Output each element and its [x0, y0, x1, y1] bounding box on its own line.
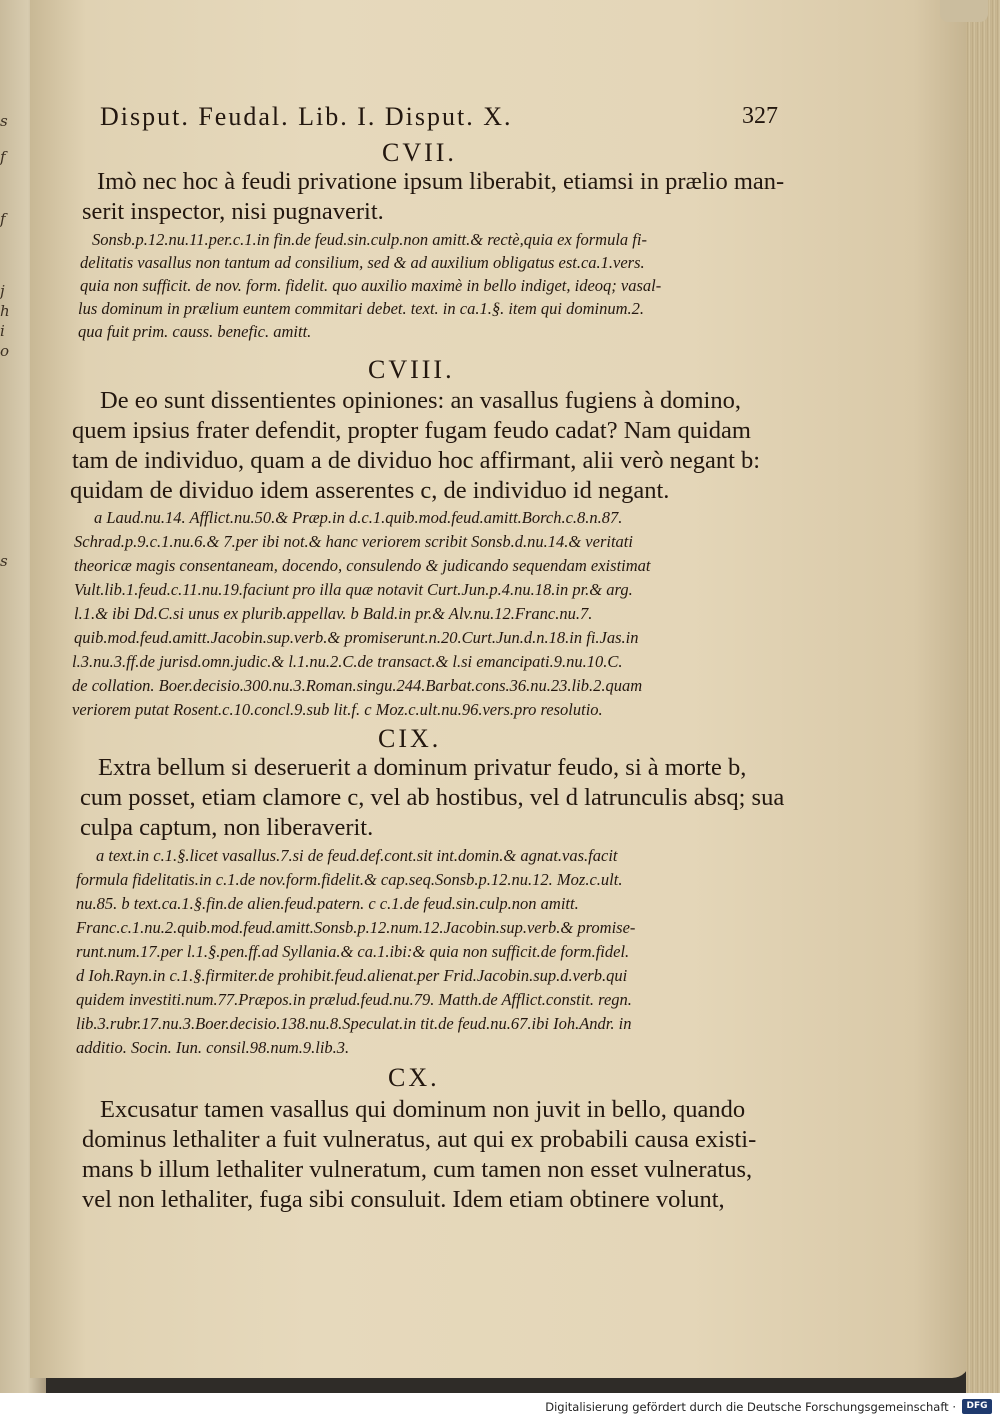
footnote-line: formula fidelitatis.in c.1.de nov.form.fidelit.& cap.seq.Sonsb.p.12.nu.12. Moz.c.ult. [76, 870, 623, 889]
footnote-line: additio. Socin. Iun. consil.98.num.9.lib.3. [76, 1038, 350, 1057]
footnote-line: delitatis vasallus non tantum ad consilium, sed & ad auxilium obligatus est.ca.1.vers. [80, 253, 645, 272]
footnote-line: veriorem putat Rosent.c.10.concl.9.sub lit.f. c Moz.c.ult.nu.96.vers.pro resolutio. [72, 700, 603, 719]
footnote-line: runt.num.17.per l.1.§.pen.ff.ad Syllania.& ca.1.ibi:& quia non sufficit.de form.fidel. [76, 942, 630, 961]
page-number: 327 [742, 103, 778, 129]
footnote-line: theoricæ magis consentaneam, docendo, consulendo & judicando sequendam existimat [74, 556, 651, 575]
body-line: quidam de dividuo idem asserentes c, de individuo id negant. [70, 477, 670, 504]
body-line: dominus lethaliter a fuit vulneratus, aut qui ex probabili causa existi- [82, 1126, 757, 1153]
footnote-line: lus dominum in prælium euntem commitari debet. text. in ca.1.§. item qui dominum.2. [78, 299, 644, 318]
margin-fragment: j [0, 282, 5, 300]
running-title: Disput. Feudal. Lib. I. Disput. X. [100, 102, 513, 131]
body-line: serit inspector, nisi pugnaverit. [82, 198, 384, 225]
footnote-line: l.1.& ibi Dd.C.si unus ex plurib.appellav. b Bald.in pr.& Alv.nu.12.Franc.nu.7. [74, 604, 593, 623]
margin-fragment: o [0, 342, 10, 360]
body-line: vel non lethaliter, fuga sibi consuluit. Idem etiam obtinere volunt, [82, 1186, 725, 1213]
margin-fragment: f [0, 148, 6, 166]
funding-notice: Digitalisierung gefördert durch die Deutsche Forschungsgemeinschaft · [545, 1400, 956, 1414]
margin-fragment: s [0, 552, 8, 570]
footnote-line: quidem investiti.num.77.Præpos.in prælud.feud.nu.79. Matth.de Afflict.constit. regn. [76, 990, 632, 1009]
footnote-line: Schrad.p.9.c.1.nu.6.& 7.per ibi not.& hanc veriorem scribit Sonsb.d.nu.14.& veritati [74, 532, 633, 551]
margin-fragment: s [0, 112, 8, 130]
body-line: Extra bellum si deseruerit a dominum privatur feudo, si à morte b, [98, 754, 747, 781]
body-line: mans b illum lethaliter vulneratum, cum tamen non esset vulneratus, [82, 1156, 753, 1183]
margin-fragment: i [0, 322, 5, 340]
body-line: cum posset, etiam clamore c, vel ab hostibus, vel d latrunculis absq; sua [80, 784, 785, 811]
body-line: Excusatur tamen vasallus qui dominum non juvit in bello, quando [100, 1096, 746, 1123]
section-number: CIX. [378, 724, 442, 753]
footnote-line: quib.mod.feud.amitt.Jacobin.sup.verb.& promiserunt.n.20.Curt.Jun.d.n.18.in fi.Jas.in [74, 628, 639, 647]
footnote-line: lib.3.rubr.17.nu.3.Boer.decisio.138.nu.8.Speculat.in tit.de feud.nu.67.ibi Ioh.Andr. in [76, 1014, 632, 1033]
footnote-line: Vult.lib.1.feud.c.11.nu.19.faciunt pro illa quæ notavit Curt.Jun.p.4.nu.18.in pr.& arg. [74, 580, 633, 599]
footnote-line: de collation. Boer.decisio.300.nu.3.Roman.singu.244.Barbat.cons.36.nu.23.lib.2.quam [72, 676, 643, 695]
footnote-line: d Ioh.Rayn.in c.1.§.firmiter.de prohibit.feud.alienat.per Frid.Jacobin.sup.d.verb.qui [76, 966, 628, 985]
body-line: culpa captum, non liberaverit. [80, 814, 374, 841]
body-line: Imò nec hoc à feudi privatione ipsum liberabit, etiamsi in prælio man- [97, 168, 785, 195]
section-number: CX. [388, 1063, 440, 1092]
footer-bar [0, 1393, 1000, 1420]
dfg-logo[interactable]: DFG [962, 1399, 992, 1414]
footnote-line: Sonsb.p.12.nu.11.per.c.1.in fin.de feud.sin.culp.non amitt.& rectè,quia ex formula fi- [92, 230, 647, 249]
footnote-line: Franc.c.1.nu.2.quib.mod.feud.amitt.Sonsb.p.12.num.12.Jacobin.sup.verb.& promise- [76, 918, 636, 937]
footnote-line: qua fuit prim. causs. benefic. amitt. [78, 322, 312, 341]
body-line: quem ipsius frater defendit, propter fugam feudo cadat? Nam quidam [72, 417, 751, 444]
footnote-line: nu.85. b text.ca.1.§.fin.de alien.feud.patern. c c.1.de feud.sin.culp.non amitt. [76, 894, 579, 913]
footnote-line: l.3.nu.3.ff.de jurisd.omn.judic.& l.1.nu.2.C.de transact.& l.si emancipati.9.nu.10.C. [72, 652, 623, 671]
footnote-line: a text.in c.1.§.licet vasallus.7.si de feud.def.cont.sit int.domin.& agnat.vas.facit [96, 846, 618, 865]
section-number: CVIII. [368, 355, 455, 384]
footnote-line: a Laud.nu.14. Afflict.nu.50.& Præp.in d.c.1.quib.mod.feud.amitt.Borch.c.8.n.87. [94, 508, 623, 527]
footnote-line: quia non sufficit. de nov. form. fidelit. quo auxilio maximè in bello indiget, ideoq; vasal- [80, 276, 662, 295]
margin-fragment: h [0, 302, 10, 320]
margin-fragment: f [0, 210, 6, 228]
body-line: tam de individuo, quam a de dividuo hoc affirmant, alii verò negant b: [72, 447, 761, 474]
section-number: CVII. [382, 138, 457, 167]
body-line: De eo sunt dissentientes opiniones: an vasallus fugiens à domino, [100, 387, 741, 414]
